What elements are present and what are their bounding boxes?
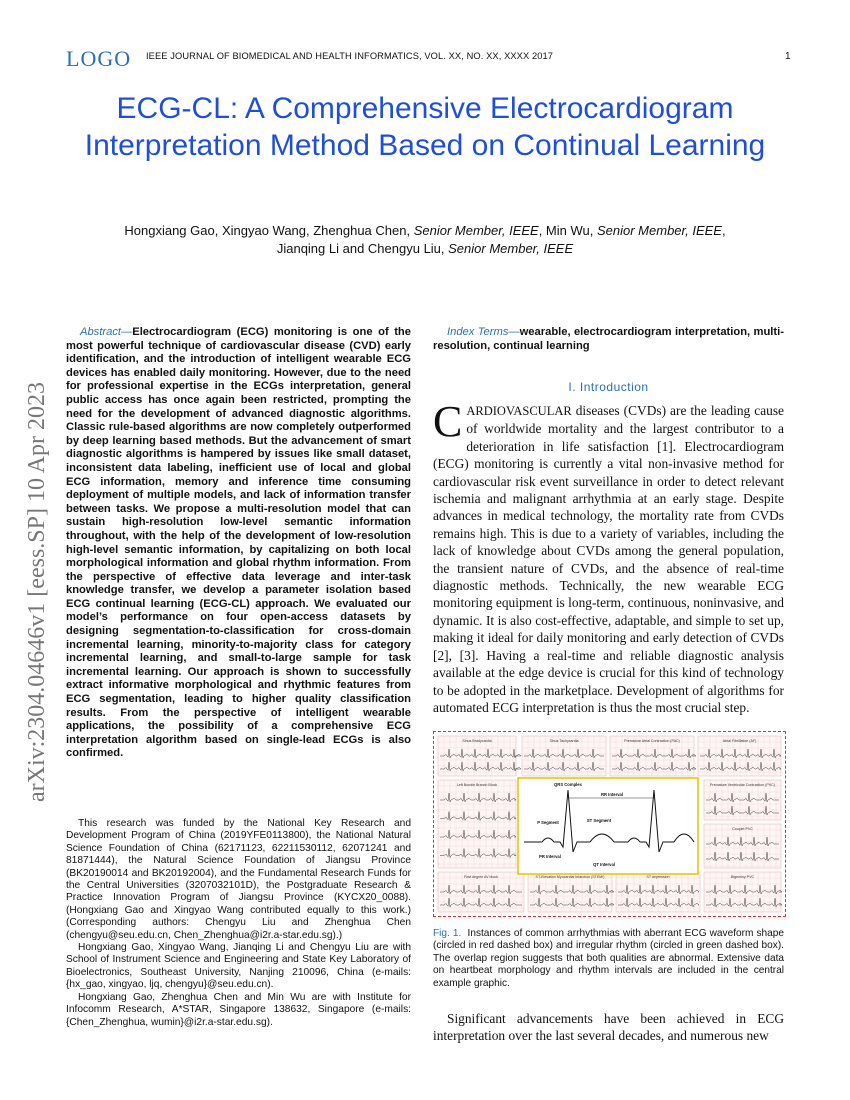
abstract: [66, 326, 411, 761]
journal-header: IEEE JOURNAL OF BIOMEDICAL AND HEALTH INFORMATICS, VOL. XX, NO. XX, XXXX 2017: [146, 51, 554, 61]
journal-logo: LOGO: [66, 46, 132, 71]
author-role-2: Senior Member, IEEE: [596, 223, 722, 238]
center-interval-label: P Segment: [537, 820, 559, 825]
center-interval-label: ST Segment: [586, 818, 612, 823]
figure-panel-label: Atrial Fibrillation (AF): [722, 739, 757, 743]
figure-panel-label: Sinus Bradycardia: [462, 739, 492, 743]
section-heading-introduction: I. Introduction: [568, 380, 649, 394]
affiliation-paragraph-1: Hongxiang Gao, Xingyao Wang, Jianqing Li and Chengyu Liu are with School of Instrument Science and Engineering and State Key Laboratory of Bioelectronics, Southeast University, Nanjing 210096, China (e-mails: {hx_gao, xingyao, ljq, chengyu}@seu.edu.cn).: [66, 942, 411, 991]
figure-caption-text: Instances of common arrhythmias with aberrant ECG waveform shape (circled in red dashed box) and irregular rhythm (circled in green dashed box). The overlap region suggests that both qualities are abnormal. Extensive data on heartbeat morphology and rhythm intervals are included in the central example graphic.: [433, 928, 784, 989]
funding-paragraph: This research was funded by the National Key Research and Development Program of China (2019YFE0113800), the National Natural Science Foundation of China (62171123, 62211530112, 62071241 and 81871444), the Natural Science Foundation of Jiangsu Province (BK20190014 and BK20192004), and the Fundamental Research Funds for the Central Universities (3207032101D), the Postgraduate Research & Practice Innovation Program of Jiangsu Province (KYCX20_0088). (Hongxiang Gao and Xingyao Wang contributed equally to this work.) (Corresponding authors: Chengyu Liu and Zhenghua Chen (chengyu@seu.edu.cn, Chen_Zhenghua@i2r.a-star.edu.sg).): [66, 818, 411, 941]
figure-1-graphic: [434, 732, 785, 916]
arxiv-stamp-text: arXiv:2304.04646v1 [eess.SP] 10 Apr 2023: [24, 382, 50, 802]
center-interval-label: PR Interval: [539, 854, 561, 859]
figure-1: [433, 731, 786, 917]
figure-panel-label: Sinus Tachycardia: [549, 739, 579, 743]
figure-panel-label: Bigeminy PVC: [730, 875, 755, 879]
abstract-label: Abstract—: [80, 326, 133, 338]
figure-panel-label: ST depression: [646, 875, 670, 879]
author-list: [60, 222, 790, 258]
index-terms-label: Index Terms—: [447, 326, 520, 338]
introduction-paragraph: [433, 397, 784, 716]
arxiv-stamp: [24, 290, 50, 810]
figure-panel-label: Left Bundle Branch Block: [456, 783, 498, 787]
center-interval-label: QT Interval: [593, 862, 615, 867]
center-interval-label: RR Interval: [600, 792, 624, 797]
paper-title: ECG-CL: A Comprehensive Electrocardiogram Interpretation Method Based on Continual Learning: [84, 92, 766, 162]
affiliation-paragraph-2: Hongxiang Gao, Zhenghua Chen and Min Wu are with Institute for Infocomm Research, A*STAR, Singapore 138632, Singapore (e-mails: {Chen_Zhenghua, wumin}@i2r.a-star.edu.sg).: [66, 991, 411, 1028]
figure-caption-label: Fig. 1.: [433, 928, 462, 939]
author-group-3: Jianqing Li and Chengyu Liu,: [276, 241, 449, 256]
introduction-paragraph-2: Significant advancements have been achieved in ECG interpretation over the last several decades, and numerous new: [433, 1011, 784, 1044]
figure-caption: [433, 928, 784, 990]
intro-text: diseases (CVDs) are the leading cause of worldwide mortality and the largest contributor to a deterioration in life satisfaction [1]. Electrocardiogram (ECG) monitoring is currently a vital non-invasive method for cardiovascular risk event surveillance in order to detect relevant ischemia and malignant arrhythmia at an early stage. Despite advances in medical technology, the mortality rate from CVDs remains high. This is due to a variety of variables, including the lack of knowledge about CVDs among the general population, the transient nature of CVDs, and the absence of real-time diagnostic methods. Technically, the new wearable ECG monitoring equipment is long-term, continuous, noninvasive, and dynamic. It is also cost-effective, adaptable, and simple to set up, making it ideal for daily monitoring and early detection of CVDs [2], [3]. Having a real-time and reliable diagnostic analysis available at the edge device is crucial for this kind of technology to be adopted in the marketplace. Development of algorithms for automated ECG interpretation is thus the most crucial step.: [433, 403, 784, 715]
author-role-3: Senior Member, IEEE: [448, 241, 574, 256]
figure-panel-label: ST-Elevation Myocardial Infarction (STEMI): [535, 875, 605, 879]
author-group-1: Hongxiang Gao, Xingyao Wang, Zhenghua Chen,: [124, 223, 414, 238]
funding-footnote: [66, 818, 411, 1029]
drop-cap: C: [433, 397, 463, 446]
figure-panel-label: Premature Ventricular Contraction (PVC): [710, 783, 775, 787]
author-sep: ,: [721, 223, 726, 238]
author-role-1: Senior Member, IEEE: [413, 223, 539, 238]
figure-panel-label: First degree AV block: [464, 875, 498, 879]
page-number: 1: [785, 51, 791, 62]
index-terms-text: wearable, electrocardiogram interpretation, multi-resolution, continual learning: [433, 326, 784, 352]
figure-panel-label: Premature Atrial Contraction (PAC): [624, 739, 680, 743]
figure-panel-label: Couplet PVC: [732, 827, 753, 831]
abstract-text: Electrocardiogram (ECG) monitoring is one of the most powerful technique of cardiovascular disease (CVD) early identification, and the introduction of intelligent wearable ECG devices has enabled daily monitoring. However, due to the need for professional expertise in the ECGs interpretation, general public access has once again been restricted, prompting the need for the development of advanced diagnostic algorithms. Classic rule-based algorithms are now completely outperformed by deep learning based methods. But the advancement of smart diagnostic algorithms is hampered by issues like small dataset, inconsistent data labeling, inefficient use of local and global ECG information, memory and inference time consuming deployment of multiple models, and lack of information transfer between tasks. We propose a multi-resolution model that can sustain high-resolution low-level semantic information throughout, with the help of the development of low-resolution high-level semantic information, by capitalizing on both local morphological information and global rhythm information. From the perspective of effective data leverage and inter-task knowledge transfer, we develop a parameter isolation based ECG continual learning (ECG-CL) approach. We evaluated our model’s performance on four open-access datasets by designing segmentation-to-classification for cross-domain incremental learning, minority-to-majority class for category incremental learning, and small-to-large sample for task incremental learning. Our approach is shown to successfully extract informative morphological and rhythmic features from ECG segmentation, leading to higher quality classification results. From the perspective of intelligent wearable applications, the possibility of a comprehensive ECG interpretation algorithm based on single-lead ECGs is also confirmed.: [66, 326, 411, 760]
index-terms: [433, 326, 784, 353]
intro-lead-caps: ARDIOVASCULAR: [466, 404, 572, 418]
author-group-2: , Min Wu,: [538, 223, 597, 238]
center-interval-label: QRS Complex: [554, 782, 582, 787]
